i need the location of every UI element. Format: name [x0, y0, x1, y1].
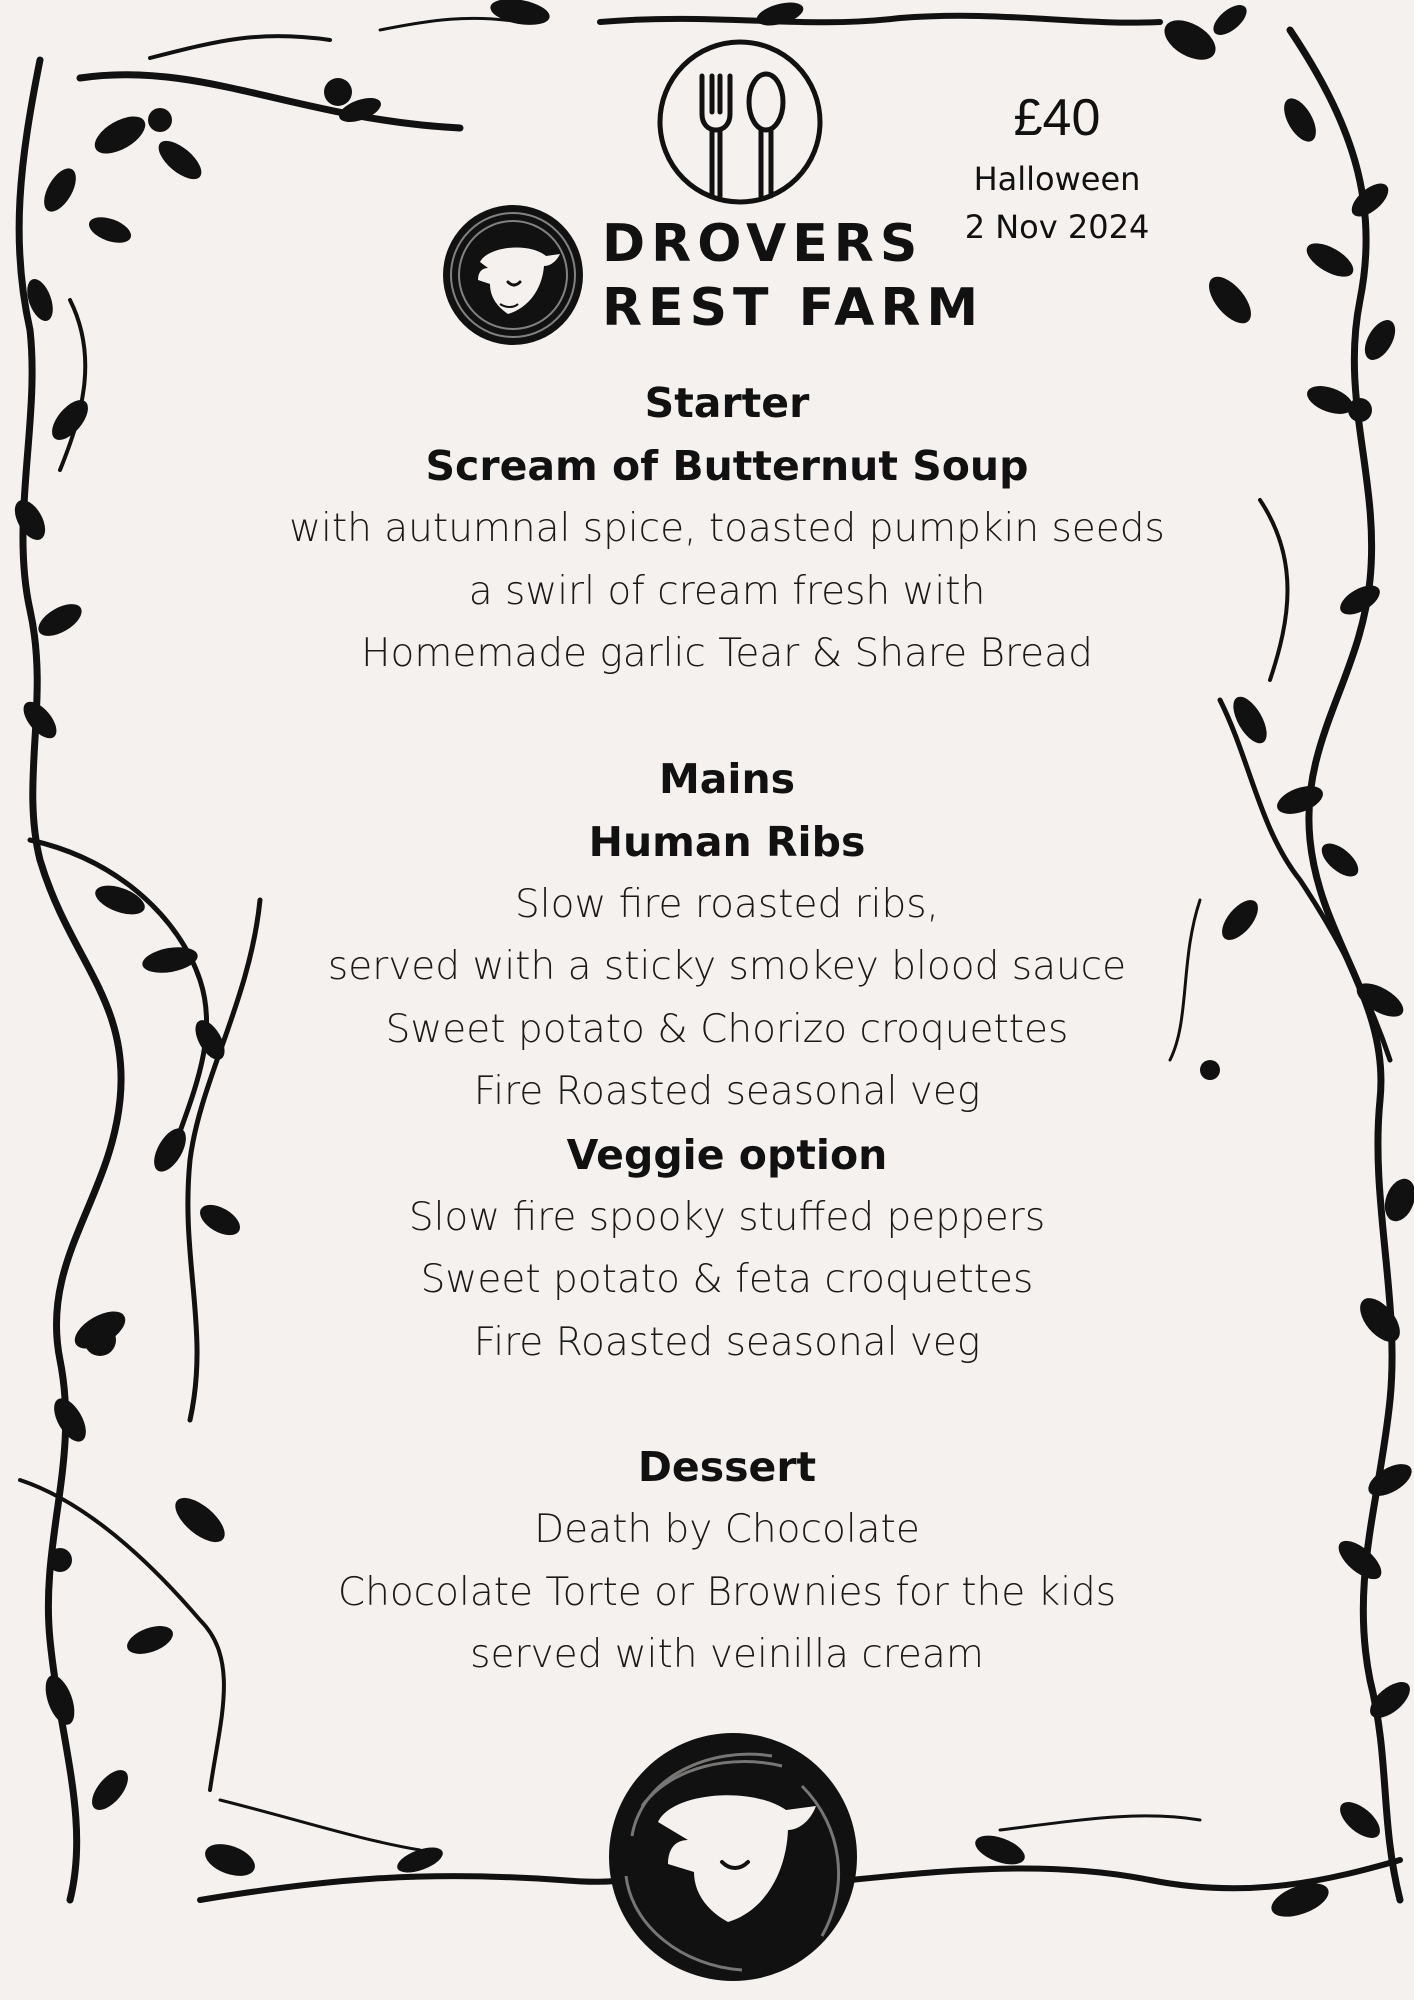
event-name: Halloween: [973, 160, 1141, 198]
sheep-logo-large-icon: [602, 1726, 864, 1988]
starter-dish: Scream of Butternut Soup: [425, 442, 1029, 490]
mains-line: served with a sticky smokey blood sauce: [327, 944, 1127, 989]
mains-heading: Mains: [658, 754, 796, 803]
veggie-line: Sweet potato & feta croquettes: [420, 1257, 1034, 1302]
mains-line: Slow fire roasted ribs,: [515, 881, 939, 927]
price: £40: [1013, 89, 1101, 147]
event-date: 2 Nov 2024: [964, 208, 1150, 246]
starter-line: with autumnal spice, toasted pumpkin seeds: [289, 506, 1165, 551]
dessert-line: Death by Chocolate: [534, 1507, 920, 1552]
mains-line: Fire Roasted seasonal veg: [473, 1069, 981, 1114]
dessert-heading: Dessert: [637, 1443, 817, 1491]
dessert-line: served with veinilla cream: [470, 1632, 984, 1677]
mains-dish: Human Ribs: [588, 817, 866, 866]
sheep-logo-icon: [438, 200, 588, 350]
brand-line-1: DROVERS: [602, 214, 924, 274]
starter-line: Homemade garlic Tear & Share Bread: [361, 631, 1093, 676]
veggie-line: Fire Roasted seasonal veg: [473, 1319, 981, 1365]
fork-and-spoon-icon: [654, 36, 826, 208]
menu-body: [250, 372, 1204, 1687]
brand-line-2: REST FARM: [602, 278, 985, 338]
dessert-line: Chocolate Torte or Brownies for the kids: [337, 1569, 1117, 1615]
veggie-line: Slow fire spooky stuffed peppers: [408, 1194, 1046, 1240]
starter-line: a swirl of cream fresh with: [468, 568, 986, 614]
starter-heading: Starter: [644, 379, 810, 427]
mains-line: Sweet potato & Chorizo croquettes: [385, 1006, 1069, 1052]
veggie-heading: Veggie option: [566, 1130, 888, 1179]
brand-name: [602, 212, 984, 340]
